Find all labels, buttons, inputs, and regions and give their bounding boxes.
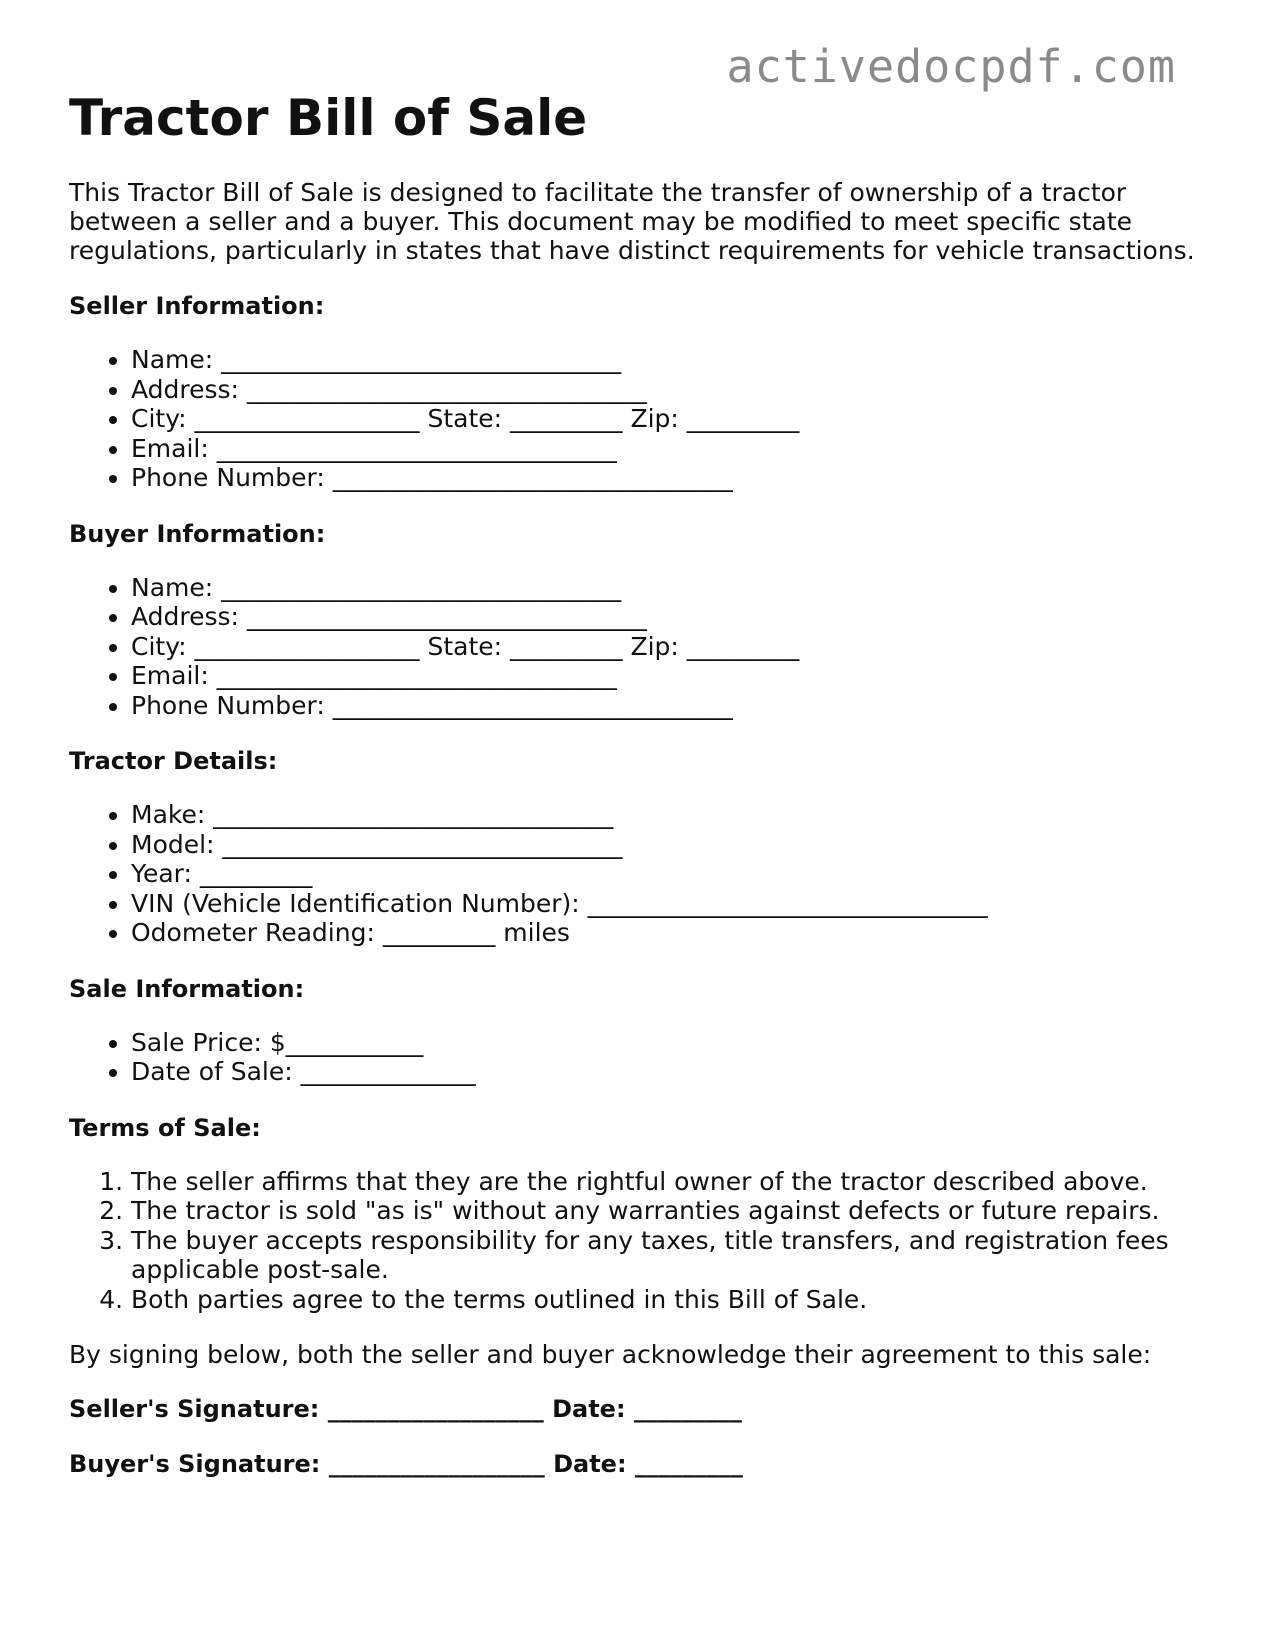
tractor-heading: Tractor Details: — [69, 747, 278, 775]
terms-item: 1. The seller affirms that they are the rightful owner of the tractor described above. — [131, 1167, 1199, 1197]
buyer-address-field[interactable]: • Address: ________________________________ — [131, 602, 1199, 632]
buyer-city-state-zip-field[interactable]: • City: __________________ State: _________ Zip: _________ — [131, 632, 1199, 662]
seller-fields — [69, 345, 1199, 493]
buyer-fields — [69, 573, 1199, 721]
buyer-email-field[interactable]: • Email: ________________________________ — [131, 661, 1199, 691]
buyer-signature-line[interactable]: Buyer's Signature: __________________ Date: _________ — [69, 1450, 743, 1478]
sale-date-field[interactable]: • Date of Sale: ______________ — [131, 1057, 1199, 1087]
tractor-year-field[interactable]: • Year: _________ — [131, 859, 1199, 889]
seller-heading: Seller Information: — [69, 292, 325, 320]
document-page — [69, 88, 1199, 1479]
intro-paragraph: This Tractor Bill of Sale is designed to facilitate the transfer of ownership of a tractor between a seller and a buyer. This document may be modified to meet specific state regulations, particularly in states that have distinct requirements for vehicle transactions. — [69, 178, 1195, 265]
tractor-fields — [69, 800, 1199, 948]
terms-list — [69, 1167, 1199, 1315]
terms-item: 3. The buyer accepts responsibility for any taxes, title transfers, and registration fees applicable post-sale. — [131, 1226, 1199, 1285]
seller-address-field[interactable]: • Address: ________________________________ — [131, 375, 1199, 405]
tractor-odometer-field[interactable]: • Odometer Reading: _________ miles — [131, 918, 1199, 948]
sale-fields — [69, 1028, 1199, 1087]
terms-item: 4. Both parties agree to the terms outlined in this Bill of Sale. — [131, 1285, 1199, 1315]
sale-heading: Sale Information: — [69, 974, 305, 1003]
seller-name-field[interactable]: • Name: ________________________________ — [131, 345, 1199, 375]
sale-price-field[interactable]: • Sale Price: $___________ — [131, 1028, 1199, 1058]
seller-email-field[interactable]: • Email: ________________________________ — [131, 434, 1199, 464]
terms-heading: Terms of Sale: — [69, 1113, 261, 1142]
tractor-vin-field[interactable]: • VIN (Vehicle Identification Number): ________________________________ — [131, 889, 1199, 919]
tractor-model-field[interactable]: • Model: ________________________________ — [131, 830, 1199, 860]
terms-item: 2. The tractor is sold "as is" without any warranties against defects or future repairs. — [131, 1196, 1199, 1226]
buyer-phone-field[interactable]: • Phone Number: ________________________________ — [131, 691, 1199, 721]
buyer-name-field[interactable]: • Name: ________________________________ — [131, 573, 1199, 603]
buyer-heading: Buyer Information: — [69, 519, 326, 548]
document-title: Tractor Bill of Sale — [69, 89, 588, 147]
tractor-make-field[interactable]: • Make: ________________________________ — [131, 800, 1199, 830]
watermark: activedocpdf.com — [726, 40, 1176, 93]
agreement-statement: By signing below, both the seller and buyer acknowledge their agreement to this sale: — [69, 1340, 1152, 1369]
seller-signature-line[interactable]: Seller's Signature: __________________ Date: _________ — [69, 1395, 742, 1423]
seller-city-state-zip-field[interactable]: • City: __________________ State: _________ Zip: _________ — [131, 404, 1199, 434]
seller-phone-field[interactable]: • Phone Number: ________________________________ — [131, 463, 1199, 493]
